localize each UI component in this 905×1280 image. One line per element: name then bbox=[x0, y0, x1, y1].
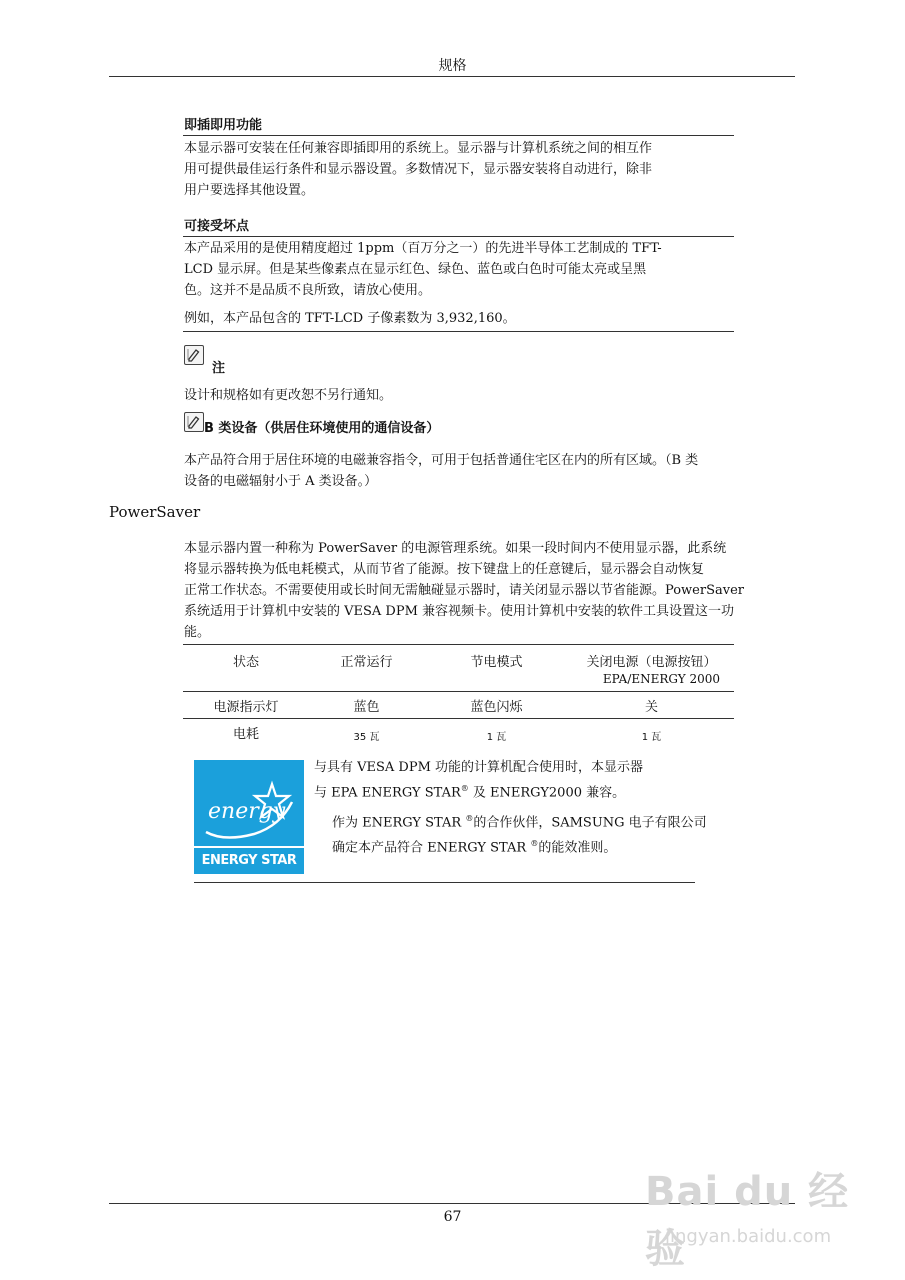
class-b-title: B 类设备（供居住环境使用的通信设备） bbox=[204, 421, 440, 436]
header-power-saving: 节电模式 bbox=[424, 645, 569, 692]
text-line: LCD 显示屏。但是某些像素点在显示红色、绿色、蓝色或白色时可能太亮或呈黑 bbox=[184, 262, 647, 277]
plug-and-play-text bbox=[184, 138, 652, 201]
baidu-watermark bbox=[645, 1160, 865, 1270]
cell-indicator-normal: 蓝色 bbox=[309, 692, 424, 719]
section-rule bbox=[183, 135, 734, 136]
cell-consumption-label: 电耗 bbox=[232, 727, 259, 742]
text-line: 能。 bbox=[184, 625, 211, 640]
note-icon bbox=[184, 345, 204, 365]
text-line: 与具有 VESA DPM 功能的计算机配合使用时，本显示器 bbox=[314, 760, 644, 775]
header-rule bbox=[109, 76, 795, 77]
table-row bbox=[183, 719, 734, 759]
watermark-main-text: Bai du 经验 bbox=[645, 1169, 850, 1272]
energy-star-logo bbox=[194, 760, 304, 874]
text-fragment: 的合作伙伴，SAMSUNG 电子有限公司 bbox=[473, 815, 707, 831]
energy-star-emblem bbox=[194, 760, 304, 846]
text-line: 用户要选择其他设置。 bbox=[184, 183, 315, 198]
header-normal: 正常运行 bbox=[309, 645, 424, 692]
text-line: 本产品采用的是使用精度超过 1ppm（百万分之一）的先进半导体工艺制成的 TFT- bbox=[184, 241, 662, 256]
acceptable-pixels-text bbox=[184, 238, 662, 301]
page-number: 67 bbox=[443, 1209, 462, 1225]
power-state-table bbox=[183, 644, 734, 758]
text-line: 正常工作状态。不需要使用或长时间无需触碰显示器时，请关闭显示器以节省能源。PowerSaver bbox=[184, 583, 744, 598]
registered-mark: ® bbox=[460, 784, 469, 793]
text-line: 系统适用于计算机中安装的 VESA DPM 兼容视频卡。使用计算机中安装的软件工具设置这一功 bbox=[184, 604, 735, 619]
cell-consumption-off: 1 瓦 bbox=[641, 732, 662, 743]
plug-and-play-title: 即插即用功能 bbox=[184, 118, 263, 133]
text-line: 本产品符合用于居住环境的电磁兼容指令，可用于包括普通住宅区在内的所有区域。（B 类 bbox=[184, 453, 699, 468]
page-header-title: 规格 bbox=[438, 58, 467, 74]
energy-star-label: ENERGY STAR bbox=[194, 846, 304, 874]
text-fragment: 确定本产品符合 ENERGY STAR bbox=[332, 840, 531, 856]
header-state: 状态 bbox=[183, 645, 309, 692]
cell-indicator-label: 电源指示灯 bbox=[183, 692, 309, 719]
section-rule bbox=[183, 331, 734, 332]
cell-indicator-saving: 蓝色闪烁 bbox=[424, 692, 569, 719]
class-b-text bbox=[184, 450, 698, 492]
text-line: 色。这并不是品质不良所致，请放心使用。 bbox=[184, 283, 432, 298]
header-power-off-label: 关闭电源（电源按钮） bbox=[586, 655, 717, 670]
table-header-row bbox=[183, 645, 734, 692]
text-fragment: 的能效准则。 bbox=[538, 840, 617, 856]
powersaver-text bbox=[184, 538, 744, 643]
energy-partner-text bbox=[332, 808, 707, 859]
registered-mark: ® bbox=[465, 814, 474, 823]
cell-consumption-saving: 1 瓦 bbox=[486, 732, 507, 743]
text-line: 将显示器转换为低电耗模式，从而节省了能源。按下键盘上的任意键后，显示器会自动恢复 bbox=[184, 562, 705, 577]
text-line: 本显示器可安装在任何兼容即插即用的系统上。显示器与计算机系统之间的相互作 bbox=[184, 141, 653, 156]
energy-section-rule bbox=[194, 882, 695, 883]
pixel-count-example: 例如，本产品包含的 TFT-LCD 子像素数为 3,932,160。 bbox=[184, 311, 516, 326]
text-fragment: 及 ENERGY2000 兼容。 bbox=[468, 785, 626, 801]
acceptable-pixels-title: 可接受坏点 bbox=[184, 219, 250, 234]
table-row bbox=[183, 692, 734, 719]
powersaver-title: PowerSaver bbox=[109, 503, 201, 521]
text-line: 用可提供最佳运行条件和显示器设置。多数情况下，显示器安装将自动进行，除非 bbox=[184, 162, 653, 177]
text-line bbox=[314, 778, 643, 803]
energy-compliance-text bbox=[314, 757, 643, 803]
text-line: 本显示器内置一种称为 PowerSaver 的电源管理系统。如果一段时间内不使用显示器，此系统 bbox=[184, 541, 727, 556]
note-icon-class-b bbox=[184, 412, 204, 432]
registered-mark: ® bbox=[530, 839, 539, 849]
text-fragment: 与 EPA ENERGY STAR bbox=[314, 785, 461, 801]
text-fragment: 作为 ENERGY STAR bbox=[332, 815, 466, 831]
text-line bbox=[332, 833, 707, 858]
energy-script-text: energy bbox=[208, 799, 286, 824]
header-power-off-sub: EPA/ENERGY 2000 bbox=[602, 672, 721, 686]
note-text: 设计和规格如有更改恕不另行通知。 bbox=[184, 388, 393, 403]
watermark-url: jingyan.baidu.com bbox=[665, 1226, 832, 1247]
section-rule bbox=[183, 236, 734, 237]
cell-consumption-normal: 35 瓦 bbox=[353, 732, 380, 743]
header-power-off bbox=[569, 645, 734, 692]
text-line: 设备的电磁辐射小于 A 类设备。） bbox=[184, 474, 378, 489]
note-label: 注 bbox=[212, 361, 226, 376]
cell-indicator-off: 关 bbox=[569, 692, 734, 719]
text-line bbox=[332, 808, 707, 833]
